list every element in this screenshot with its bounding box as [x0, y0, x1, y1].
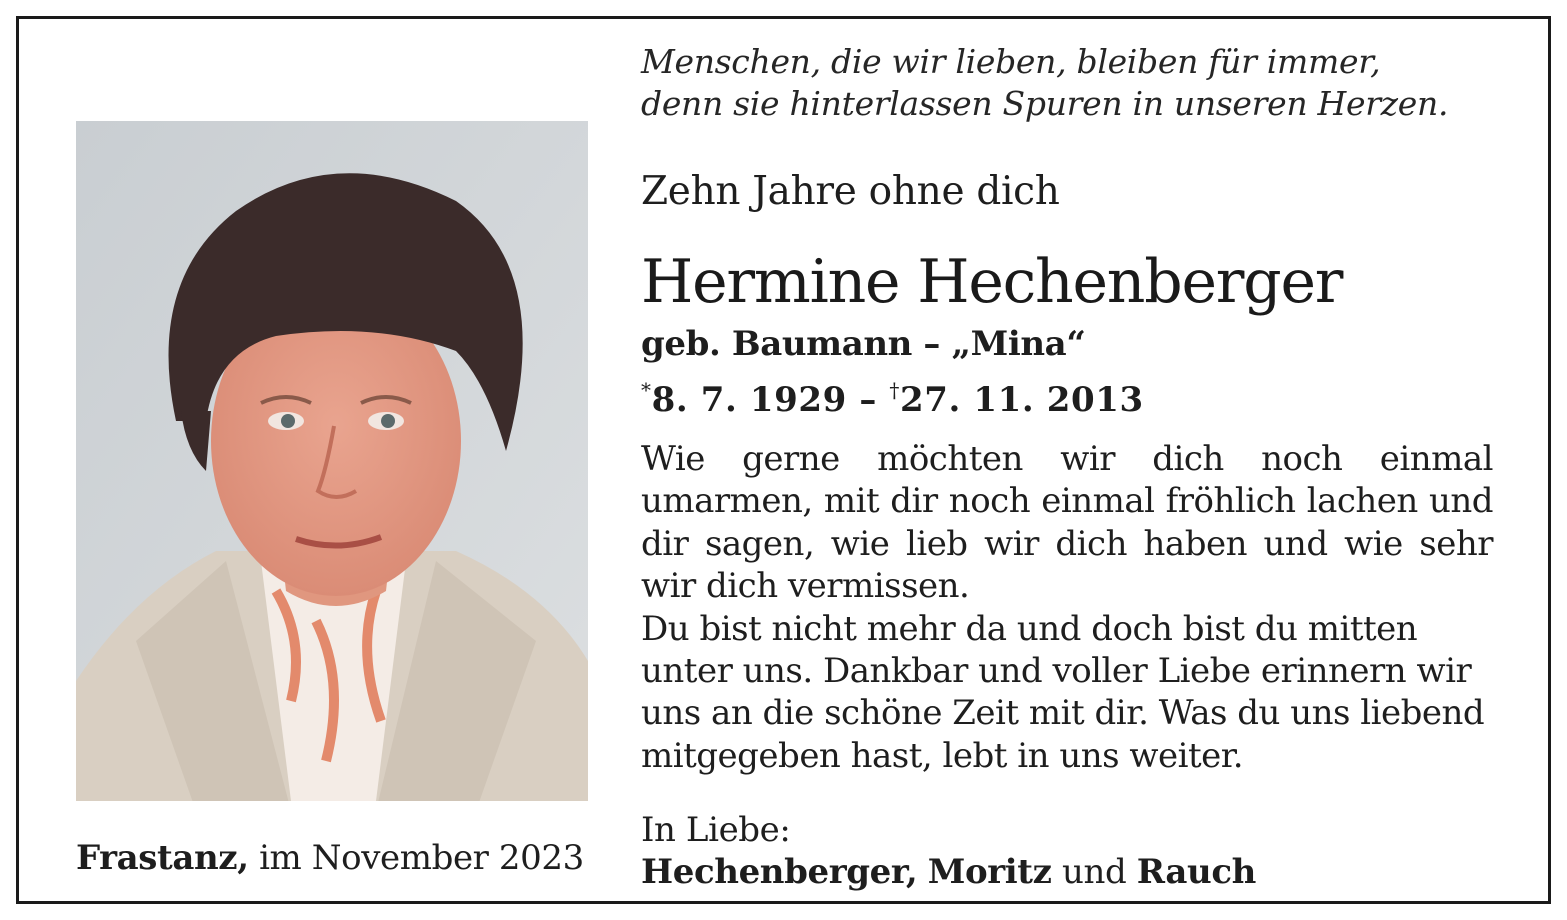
date-separator: –	[846, 380, 890, 420]
birth-symbol: *	[641, 378, 652, 402]
birth-date: 8. 7. 1929	[651, 380, 847, 420]
deceased-name: Hermine Hechenberger	[641, 247, 1343, 317]
death-date: 27. 11. 2013	[900, 380, 1144, 420]
closing-signature	[641, 809, 1256, 893]
portrait-illustration	[76, 121, 588, 801]
place-date: im November 2023	[259, 838, 584, 878]
message-paragraph-1: Wie gerne möchten wir dich noch einmal umarmen, mit dir noch einmal fröhlich lachen und dir sagen, wie lieb wir dich haben und wie sehr wir dich vermissen.	[641, 439, 1493, 607]
place-town: Frastanz,	[76, 838, 249, 878]
quote-line-1: Menschen, die wir lieben, bleiben für immer,	[641, 42, 1381, 81]
quote-line-2: denn sie hinterlassen Spuren in unseren Herzen.	[641, 84, 1449, 123]
memorial-quote	[641, 41, 1521, 125]
place-and-date	[76, 837, 636, 879]
family-names	[641, 851, 1256, 893]
family-name-3: Rauch	[1136, 852, 1256, 892]
family-name-2: Moritz	[927, 852, 1052, 892]
obituary-card	[16, 16, 1551, 904]
closing-label: In Liebe:	[641, 810, 791, 850]
message-paragraph-2: Du bist nicht mehr da und doch bist du mitten unter uns. Dankbar und voller Liebe erinnern wir uns an die schöne Zeit mit dir. Was du uns liebend mitgegeben hast, lebt in uns weiter.	[641, 608, 1485, 776]
family-name-1: Hechenberger,	[641, 852, 918, 892]
portrait-photo	[76, 121, 588, 801]
birth-name: geb. Baumann – „Mina“	[641, 324, 1086, 364]
life-dates	[641, 369, 1144, 421]
anniversary-heading: Zehn Jahre ohne dich	[641, 169, 1060, 214]
family-conjunction: und	[1061, 852, 1127, 892]
death-symbol: †	[889, 378, 900, 402]
memorial-message	[641, 438, 1493, 777]
